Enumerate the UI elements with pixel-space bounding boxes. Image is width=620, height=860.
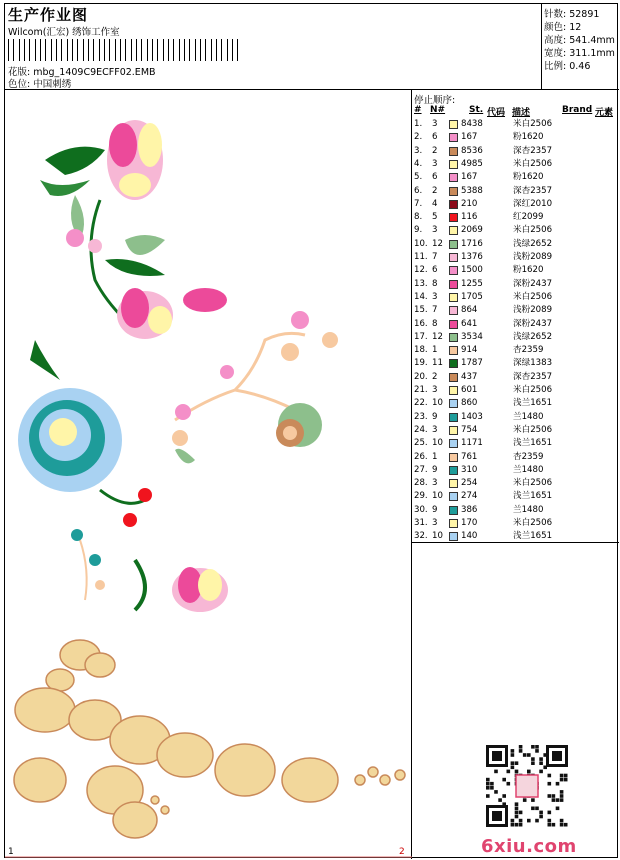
row-description: 兰1480 [513, 504, 544, 515]
row-index: 12. [414, 265, 428, 276]
row-description: 深杏2357 [513, 185, 553, 196]
color-swatch [449, 120, 458, 129]
col-header-code: 代码 [487, 108, 506, 118]
row-description: 浅绿2652 [513, 331, 553, 342]
color-swatch [449, 519, 458, 528]
sequence-row [412, 490, 619, 503]
row-index: 9. [414, 225, 423, 236]
design-stats [541, 4, 619, 90]
row-needle: 9 [432, 411, 438, 422]
row-stitches: 167 [461, 172, 478, 183]
row-description: 深红2010 [513, 198, 553, 209]
color-swatch [449, 240, 458, 249]
page-number-right: 2 [399, 847, 405, 857]
row-needle: 1 [432, 451, 438, 462]
color-swatch [449, 506, 458, 515]
row-stitches: 754 [461, 424, 478, 435]
sequence-row [412, 211, 619, 224]
row-stitches: 1716 [461, 238, 483, 249]
sequence-row [412, 238, 619, 251]
design-preview [5, 90, 412, 859]
sequence-row [412, 118, 619, 131]
page-number-left: 1 [8, 847, 14, 857]
color-swatch [449, 266, 458, 275]
row-description: 深杏2357 [513, 145, 553, 156]
row-description: 米白2506 [513, 478, 553, 489]
row-index: 24. [414, 424, 428, 435]
row-stitches: 1171 [461, 438, 483, 449]
row-index: 26. [414, 451, 428, 462]
row-description: 浅兰1651 [513, 531, 553, 542]
row-needle: 3 [432, 385, 438, 395]
row-needle: 3 [432, 225, 438, 236]
color-swatch [449, 413, 458, 422]
sequence-row [412, 397, 619, 410]
row-stitches: 8536 [461, 145, 483, 156]
row-description: 米白2506 [513, 385, 553, 395]
sequence-row [412, 451, 619, 464]
col-header-element: 元素 [595, 108, 614, 118]
row-needle: 12 [432, 331, 443, 342]
row-description: 兰1480 [513, 464, 544, 475]
row-stitches: 601 [461, 385, 478, 395]
row-index: 10. [414, 238, 428, 249]
row-index: 20. [414, 371, 428, 382]
row-stitches: 386 [461, 504, 478, 515]
row-description: 红2099 [513, 212, 544, 223]
header-info [5, 4, 541, 90]
sequence-row [412, 357, 619, 370]
row-stitches: 914 [461, 345, 478, 356]
row-needle: 1 [432, 345, 438, 356]
color-swatch [449, 346, 458, 355]
row-needle: 3 [432, 518, 438, 528]
sequence-row [412, 158, 619, 171]
top-flower-group [40, 120, 227, 339]
design-scale: 比例: 0.46 [544, 61, 591, 72]
row-stitches: 1376 [461, 252, 483, 262]
sequence-row [412, 171, 619, 184]
row-needle: 2 [432, 185, 438, 196]
color-swatch [449, 133, 458, 142]
row-description: 米白2506 [513, 119, 553, 129]
color-swatch [449, 492, 458, 501]
row-index: 18. [414, 345, 428, 356]
company-name: Wilcom(汇宏) 绣饰工作室 [8, 27, 120, 38]
row-stitches: 170 [461, 518, 478, 528]
row-description: 深粉2437 [513, 278, 553, 289]
color-swatch [449, 439, 458, 448]
color-swatch [449, 320, 458, 329]
stop-sequence-panel [412, 90, 619, 543]
row-index: 13. [414, 278, 428, 289]
row-needle: 5 [432, 212, 438, 223]
sequence-row [412, 477, 619, 490]
row-stitches: 3534 [461, 331, 483, 342]
row-index: 22. [414, 398, 428, 409]
row-stitches: 437 [461, 371, 478, 382]
color-swatch [449, 147, 458, 156]
col-header-needle: N# [430, 105, 446, 115]
row-needle: 3 [432, 291, 438, 302]
color-count: 颜色: 12 [544, 22, 582, 33]
col-header-stitches: St. [469, 105, 484, 115]
colorway-label: 色位: 中国刺绣 [8, 79, 72, 90]
row-description: 杏2359 [513, 451, 544, 462]
sequence-row [412, 530, 619, 543]
sequence-row [412, 517, 619, 530]
row-index: 6. [414, 185, 423, 196]
row-needle: 7 [432, 305, 438, 316]
col-header-description: 描述 [512, 108, 531, 118]
barcode [8, 39, 241, 61]
color-swatch [449, 293, 458, 302]
sequence-row [412, 411, 619, 424]
row-description: 浅粉2089 [513, 252, 553, 262]
row-index: 15. [414, 305, 428, 316]
sequence-row [412, 304, 619, 317]
color-swatch [449, 532, 458, 541]
sequence-row [412, 131, 619, 144]
color-swatch [449, 306, 458, 315]
row-description: 杏2359 [513, 345, 544, 356]
row-stitches: 140 [461, 531, 478, 542]
row-index: 17. [414, 331, 428, 342]
row-stitches: 860 [461, 398, 478, 409]
row-description: 浅兰1651 [513, 438, 553, 449]
row-needle: 3 [432, 158, 438, 169]
row-description: 米白2506 [513, 518, 553, 528]
row-needle: 3 [432, 478, 438, 489]
row-stitches: 864 [461, 305, 478, 316]
row-needle: 3 [432, 119, 438, 129]
color-swatch [449, 333, 458, 342]
row-stitches: 2069 [461, 225, 483, 236]
row-description: 米白2506 [513, 158, 553, 169]
row-index: 3. [414, 145, 423, 156]
sequence-row [412, 371, 619, 384]
embroidery-artwork [5, 90, 412, 859]
sequence-row [412, 331, 619, 344]
sequence-row [412, 504, 619, 517]
row-index: 1. [414, 119, 423, 129]
color-swatch [449, 253, 458, 262]
sequence-row [412, 384, 619, 397]
row-index: 7. [414, 198, 423, 209]
sequence-row [412, 185, 619, 198]
row-stitches: 1787 [461, 358, 483, 369]
row-needle: 10 [432, 491, 443, 502]
sequence-row [412, 291, 619, 304]
row-stitches: 5388 [461, 185, 483, 196]
blue-flower-group [18, 340, 228, 612]
color-swatch [449, 160, 458, 169]
stitch-count: 针数: 52891 [544, 9, 600, 20]
row-stitches: 641 [461, 318, 478, 329]
row-stitches: 1255 [461, 278, 483, 289]
design-height: 高度: 541.4mm [544, 35, 615, 46]
row-index: 29. [414, 491, 428, 502]
sequence-row [412, 198, 619, 211]
row-needle: 10 [432, 531, 443, 542]
row-index: 5. [414, 172, 423, 183]
row-stitches: 1500 [461, 265, 483, 276]
sequence-row [412, 251, 619, 264]
row-index: 21. [414, 385, 428, 395]
row-description: 米白2506 [513, 225, 553, 236]
color-swatch [449, 187, 458, 196]
color-swatch [449, 386, 458, 395]
row-stitches: 116 [461, 212, 478, 223]
gold-leaf-group [14, 640, 405, 838]
row-needle: 7 [432, 252, 438, 262]
row-needle: 8 [432, 318, 438, 329]
row-index: 32. [414, 531, 428, 542]
col-header-brand: Brand [562, 105, 593, 115]
design-filename: 花版: mbg_1409C9ECFF02.EMB [8, 67, 156, 78]
row-index: 31. [414, 518, 428, 528]
row-needle: 8 [432, 278, 438, 289]
site-watermark: 6xiu.com [481, 836, 577, 857]
row-stitches: 167 [461, 132, 478, 143]
row-stitches: 4985 [461, 158, 483, 169]
sequence-row [412, 278, 619, 291]
color-swatch [449, 213, 458, 222]
row-description: 粉1620 [513, 132, 544, 143]
row-stitches: 274 [461, 491, 478, 502]
color-swatch [449, 226, 458, 235]
production-sheet [4, 3, 618, 858]
row-stitches: 310 [461, 464, 478, 475]
design-width: 宽度: 311.1mm [544, 48, 615, 59]
row-needle: 2 [432, 145, 438, 156]
color-swatch [449, 453, 458, 462]
sheet-title: 生产作业图 [8, 6, 89, 24]
sequence-row [412, 224, 619, 237]
row-index: 4. [414, 158, 423, 169]
row-description: 深绿1383 [513, 358, 553, 369]
row-description: 浅粉2089 [513, 305, 553, 316]
col-header-index: # [414, 105, 422, 115]
sequence-row [412, 264, 619, 277]
row-index: 30. [414, 504, 428, 515]
sequence-row [412, 145, 619, 158]
color-swatch [449, 173, 458, 182]
row-stitches: 1705 [461, 291, 483, 302]
color-swatch [449, 359, 458, 368]
qr-code [484, 743, 570, 829]
color-swatch [449, 426, 458, 435]
sequence-title: 停止顺序: [414, 95, 456, 106]
row-needle: 4 [432, 198, 438, 209]
row-needle: 6 [432, 132, 438, 143]
row-description: 浅兰1651 [513, 398, 553, 409]
sequence-row [412, 464, 619, 477]
sequence-row [412, 437, 619, 450]
row-description: 深杏2357 [513, 371, 553, 382]
row-needle: 11 [432, 358, 443, 369]
row-stitches: 1403 [461, 411, 483, 422]
row-needle: 6 [432, 265, 438, 276]
row-description: 浅绿2652 [513, 238, 553, 249]
row-needle: 9 [432, 464, 438, 475]
color-swatch [449, 479, 458, 488]
row-index: 23. [414, 411, 428, 422]
sequence-row [412, 318, 619, 331]
row-description: 粉1620 [513, 265, 544, 276]
color-swatch [449, 200, 458, 209]
row-needle: 10 [432, 398, 443, 409]
row-needle: 6 [432, 172, 438, 183]
row-description: 兰1480 [513, 411, 544, 422]
row-description: 浅兰1651 [513, 491, 553, 502]
row-description: 深粉2437 [513, 318, 553, 329]
row-stitches: 8438 [461, 119, 483, 129]
row-needle: 2 [432, 371, 438, 382]
row-stitches: 254 [461, 478, 478, 489]
row-description: 米白2506 [513, 424, 553, 435]
color-swatch [449, 466, 458, 475]
row-needle: 12 [432, 238, 443, 249]
row-index: 19. [414, 358, 428, 369]
row-stitches: 761 [461, 451, 478, 462]
row-index: 11. [414, 252, 428, 262]
row-index: 25. [414, 438, 428, 449]
row-index: 8. [414, 212, 423, 223]
sequence-row [412, 344, 619, 357]
row-index: 28. [414, 478, 428, 489]
row-stitches: 210 [461, 198, 478, 209]
row-needle: 9 [432, 504, 438, 515]
color-swatch [449, 373, 458, 382]
row-index: 16. [414, 318, 428, 329]
row-description: 粉1620 [513, 172, 544, 183]
row-index: 14. [414, 291, 428, 302]
row-index: 27. [414, 464, 428, 475]
row-description: 米白2506 [513, 291, 553, 302]
row-needle: 3 [432, 424, 438, 435]
row-needle: 10 [432, 438, 443, 449]
sequence-row [412, 424, 619, 437]
row-index: 2. [414, 132, 423, 143]
color-swatch [449, 399, 458, 408]
color-swatch [449, 280, 458, 289]
peach-branch-group [172, 311, 338, 463]
